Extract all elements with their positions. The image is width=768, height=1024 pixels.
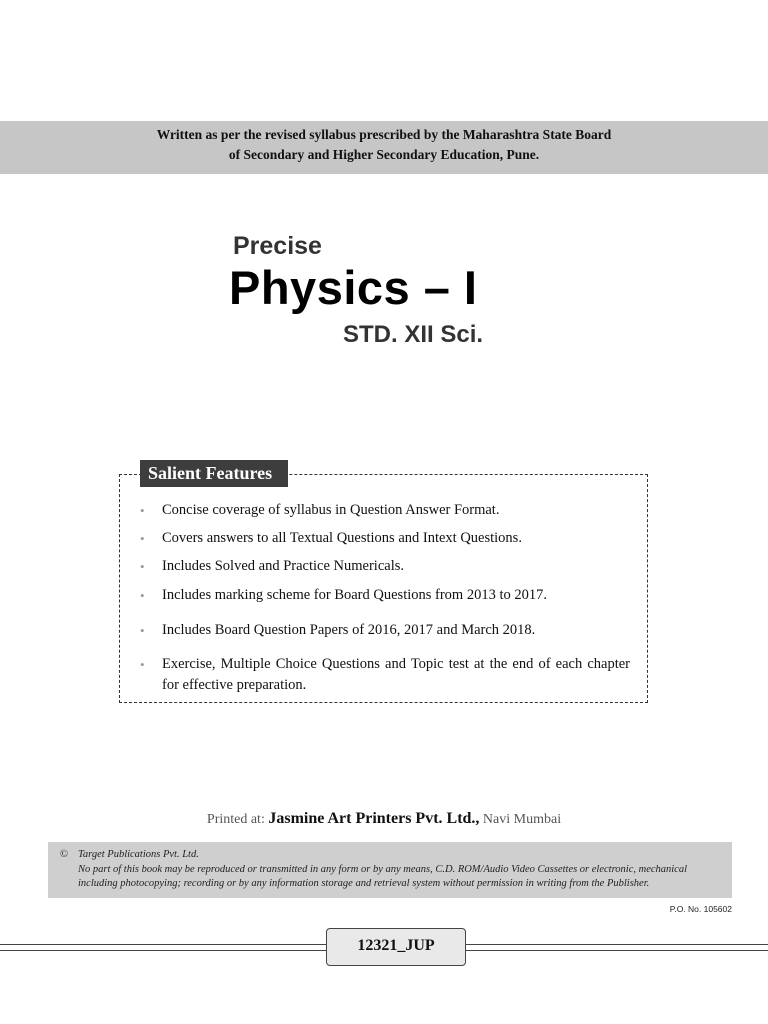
board-notice-banner — [0, 121, 768, 174]
copyright-notice — [48, 842, 732, 898]
printer-location: Navi Mumbai — [482, 812, 562, 827]
feature-item — [140, 556, 630, 577]
po-number: P.O. No. 105602 — [669, 904, 732, 914]
bullet-icon: • — [140, 657, 145, 672]
bullet-icon: • — [140, 623, 145, 638]
feature-item — [140, 620, 630, 641]
printer-prefix: Printed at: — [206, 812, 265, 827]
feature-text: Covers answers to all Textual Questions and Intext Questions. — [162, 530, 522, 546]
copyright-owner: Target Publications Pvt. Ltd. — [78, 849, 199, 860]
book-code-badge: 12321_JUP — [326, 928, 466, 966]
title-precise: Precise — [233, 232, 322, 260]
copyright-icon: © — [60, 849, 68, 860]
printer-line — [0, 810, 768, 828]
feature-item — [140, 500, 630, 521]
bullet-icon: • — [140, 588, 145, 603]
board-notice-line-2: of Secondary and Higher Secondary Education, Pune. — [228, 147, 540, 162]
divider-right-upper — [466, 944, 768, 945]
salient-features-heading: Salient Features — [140, 460, 288, 487]
divider-right-lower — [466, 950, 768, 951]
feature-item — [140, 528, 630, 549]
bullet-icon: • — [140, 503, 145, 518]
copyright-text-2: including photocopying; recording or by any information storage and retrieval system without permission in writing from the Publisher. — [78, 878, 650, 889]
feature-text: Concise coverage of syllabus in Question Answer Format. — [162, 502, 500, 518]
divider-left-lower — [0, 950, 326, 951]
feature-text: Exercise, Multiple Choice Questions and Topic test at the end of each chapter for effective preparation. — [162, 656, 630, 693]
bullet-icon: • — [140, 559, 145, 574]
printer-name: Jasmine Art Printers Pvt. Ltd., — [268, 810, 480, 827]
feature-text: Includes Board Question Papers of 2016, 2017 and March 2018. — [162, 622, 536, 638]
feature-item — [140, 585, 630, 606]
feature-text: Includes marking scheme for Board Questions from 2013 to 2017. — [162, 587, 547, 603]
standard-label: STD. XII Sci. — [343, 321, 484, 348]
book-title: Physics – I — [229, 261, 478, 314]
board-notice-line-1: Written as per the revised syllabus prescribed by the Maharashtra State Board — [156, 127, 612, 142]
bullet-icon: • — [140, 531, 145, 546]
feature-item — [140, 654, 630, 696]
feature-text: Includes Solved and Practice Numericals. — [162, 558, 404, 574]
copyright-text-1: No part of this book may be reproduced or transmitted in any form or by any means, C.D. ROM/Audio Video Cassettes or electronic, mechanical — [78, 863, 688, 875]
divider-left-upper — [0, 944, 326, 945]
